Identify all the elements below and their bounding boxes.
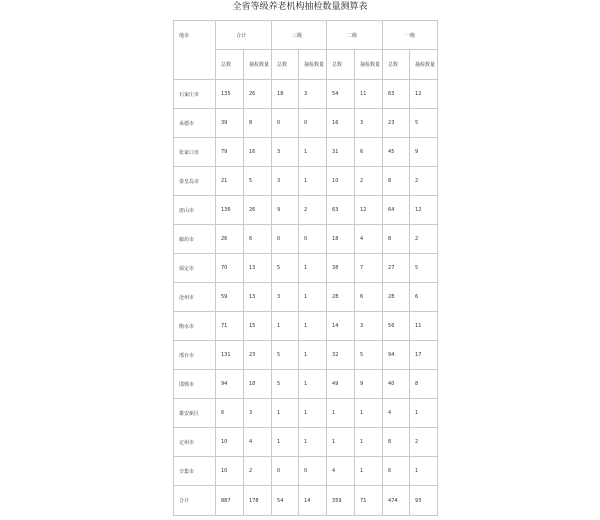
value-cell: 1 [299, 167, 327, 196]
value-cell: 3 [299, 80, 327, 109]
value-cell: 4 [383, 399, 410, 428]
value-cell: 10 [216, 457, 244, 486]
value-cell: 9 [410, 138, 438, 167]
value-cell: 3 [244, 399, 272, 428]
value-cell: 3 [355, 109, 383, 138]
value-cell: 63 [383, 80, 410, 109]
value-cell: 28 [383, 283, 410, 312]
value-cell: 18 [327, 225, 355, 254]
value-cell: 5 [244, 167, 272, 196]
city-cell: 合计 [174, 486, 216, 516]
value-cell: 1 [272, 399, 299, 428]
value-cell: 31 [327, 138, 355, 167]
value-cell: 1 [272, 312, 299, 341]
value-cell: 71 [355, 486, 383, 516]
value-cell: 39 [216, 109, 244, 138]
value-cell: 6 [383, 457, 410, 486]
value-cell: 6 [410, 283, 438, 312]
table-row [174, 109, 438, 138]
city-cell: 雄安新区 [174, 399, 216, 428]
value-cell: 13 [244, 283, 272, 312]
header-level2-sample: 抽检数量 [355, 50, 383, 80]
value-cell: 6 [244, 225, 272, 254]
value-cell: 1 [299, 428, 327, 457]
page-title: 全省等级养老机构抽检数量测算表 [232, 2, 368, 12]
value-cell: 9 [355, 370, 383, 399]
value-cell: 1 [355, 399, 383, 428]
value-cell: 9 [272, 196, 299, 225]
value-cell: 54 [272, 486, 299, 516]
value-cell: 11 [355, 80, 383, 109]
value-cell: 3 [272, 138, 299, 167]
value-cell: 3 [272, 283, 299, 312]
value-cell: 8 [410, 370, 438, 399]
value-cell: 40 [383, 370, 410, 399]
value-cell: 8 [244, 109, 272, 138]
city-cell: 辛集市 [174, 457, 216, 486]
value-cell: 0 [272, 109, 299, 138]
value-cell: 1 [299, 312, 327, 341]
value-cell: 45 [383, 138, 410, 167]
value-cell: 54 [327, 80, 355, 109]
table-row [174, 370, 438, 399]
value-cell: 5 [410, 109, 438, 138]
value-cell: 56 [383, 312, 410, 341]
header-level1-sample: 抽检数量 [410, 50, 438, 80]
value-cell: 1 [327, 428, 355, 457]
city-cell: 承德市 [174, 109, 216, 138]
city-cell: 衡水市 [174, 312, 216, 341]
value-cell: 4 [244, 428, 272, 457]
value-cell: 2 [244, 457, 272, 486]
value-cell: 63 [327, 196, 355, 225]
value-cell: 5 [410, 254, 438, 283]
value-cell: 1 [272, 428, 299, 457]
city-cell: 邯郸市 [174, 370, 216, 399]
value-cell: 1 [299, 370, 327, 399]
value-cell: 5 [272, 341, 299, 370]
value-cell: 12 [410, 196, 438, 225]
value-cell: 2 [410, 225, 438, 254]
value-cell: 2 [299, 196, 327, 225]
value-cell: 12 [410, 80, 438, 109]
value-cell: 7 [355, 254, 383, 283]
value-cell: 359 [327, 486, 355, 516]
header-group-level1: 一级 [383, 21, 438, 50]
table-row [174, 80, 438, 109]
value-cell: 0 [272, 457, 299, 486]
table-row [174, 312, 438, 341]
header-level1-count: 总数 [383, 50, 410, 80]
value-cell: 79 [216, 138, 244, 167]
value-cell: 887 [216, 486, 244, 516]
value-cell: 21 [216, 167, 244, 196]
value-cell: 38 [327, 254, 355, 283]
table-row [174, 457, 438, 486]
city-cell: 邢台市 [174, 341, 216, 370]
table-row [174, 399, 438, 428]
header-total-count: 总数 [216, 50, 244, 80]
value-cell: 26 [244, 80, 272, 109]
value-cell: 0 [272, 225, 299, 254]
header-level2-count: 总数 [327, 50, 355, 80]
value-cell: 5 [272, 254, 299, 283]
header-total-sample: 抽检数量 [244, 50, 272, 80]
city-cell: 唐山市 [174, 196, 216, 225]
value-cell: 474 [383, 486, 410, 516]
value-cell: 28 [327, 283, 355, 312]
value-cell: 15 [244, 312, 272, 341]
value-cell: 23 [244, 341, 272, 370]
city-cell: 廊坊市 [174, 225, 216, 254]
city-cell: 秦皇岛市 [174, 167, 216, 196]
value-cell: 1 [299, 399, 327, 428]
value-cell: 93 [410, 486, 438, 516]
value-cell: 23 [383, 109, 410, 138]
value-cell: 4 [327, 457, 355, 486]
value-cell: 1 [410, 399, 438, 428]
table-row [174, 196, 438, 225]
value-cell: 1 [410, 457, 438, 486]
table-row [174, 167, 438, 196]
header-group-row [174, 21, 438, 50]
value-cell: 3 [355, 312, 383, 341]
value-cell: 27 [383, 254, 410, 283]
table-row [174, 138, 438, 167]
value-cell: 13 [244, 254, 272, 283]
city-cell: 定州市 [174, 428, 216, 457]
value-cell: 136 [216, 196, 244, 225]
inspection-table [173, 20, 438, 516]
value-cell: 6 [355, 138, 383, 167]
value-cell: 131 [216, 341, 244, 370]
value-cell: 2 [355, 167, 383, 196]
table-row [174, 341, 438, 370]
value-cell: 17 [410, 341, 438, 370]
value-cell: 26 [216, 225, 244, 254]
value-cell: 3 [272, 167, 299, 196]
value-cell: 0 [299, 225, 327, 254]
total-row [174, 486, 438, 516]
city-cell: 沧州市 [174, 283, 216, 312]
value-cell: 8 [383, 167, 410, 196]
table-row [174, 225, 438, 254]
table-row [174, 283, 438, 312]
value-cell: 0 [299, 457, 327, 486]
value-cell: 1 [299, 138, 327, 167]
value-cell: 6 [355, 283, 383, 312]
value-cell: 10 [216, 428, 244, 457]
value-cell: 94 [383, 341, 410, 370]
header-level3-count: 总数 [272, 50, 299, 80]
value-cell: 26 [244, 196, 272, 225]
table-row [174, 428, 438, 457]
value-cell: 14 [327, 312, 355, 341]
value-cell: 2 [410, 428, 438, 457]
value-cell: 5 [272, 370, 299, 399]
city-cell: 保定市 [174, 254, 216, 283]
value-cell: 135 [216, 80, 244, 109]
value-cell: 49 [327, 370, 355, 399]
value-cell: 1 [327, 399, 355, 428]
value-cell: 70 [216, 254, 244, 283]
value-cell: 4 [355, 225, 383, 254]
value-cell: 5 [355, 341, 383, 370]
value-cell: 64 [383, 196, 410, 225]
value-cell: 1 [299, 254, 327, 283]
header-group-level2: 二级 [327, 21, 383, 50]
value-cell: 71 [216, 312, 244, 341]
city-cell: 石家庄市 [174, 80, 216, 109]
table-body [174, 80, 438, 516]
value-cell: 18 [272, 80, 299, 109]
value-cell: 16 [327, 109, 355, 138]
value-cell: 59 [216, 283, 244, 312]
value-cell: 8 [383, 428, 410, 457]
header-group-total: 合计 [216, 21, 272, 50]
value-cell: 0 [299, 109, 327, 138]
value-cell: 2 [410, 167, 438, 196]
value-cell: 1 [355, 457, 383, 486]
value-cell: 11 [410, 312, 438, 341]
value-cell: 178 [244, 486, 272, 516]
table-row [174, 254, 438, 283]
value-cell: 1 [299, 341, 327, 370]
header-city: 地市 [174, 21, 216, 80]
header-group-level3: 三级 [272, 21, 327, 50]
value-cell: 10 [327, 167, 355, 196]
value-cell: 32 [327, 341, 355, 370]
value-cell: 94 [216, 370, 244, 399]
value-cell: 12 [355, 196, 383, 225]
value-cell: 16 [244, 138, 272, 167]
header-level3-sample: 抽检数量 [299, 50, 327, 80]
value-cell: 6 [216, 399, 244, 428]
value-cell: 8 [383, 225, 410, 254]
value-cell: 1 [355, 428, 383, 457]
value-cell: 14 [299, 486, 327, 516]
value-cell: 18 [244, 370, 272, 399]
city-cell: 张家口市 [174, 138, 216, 167]
value-cell: 1 [299, 283, 327, 312]
